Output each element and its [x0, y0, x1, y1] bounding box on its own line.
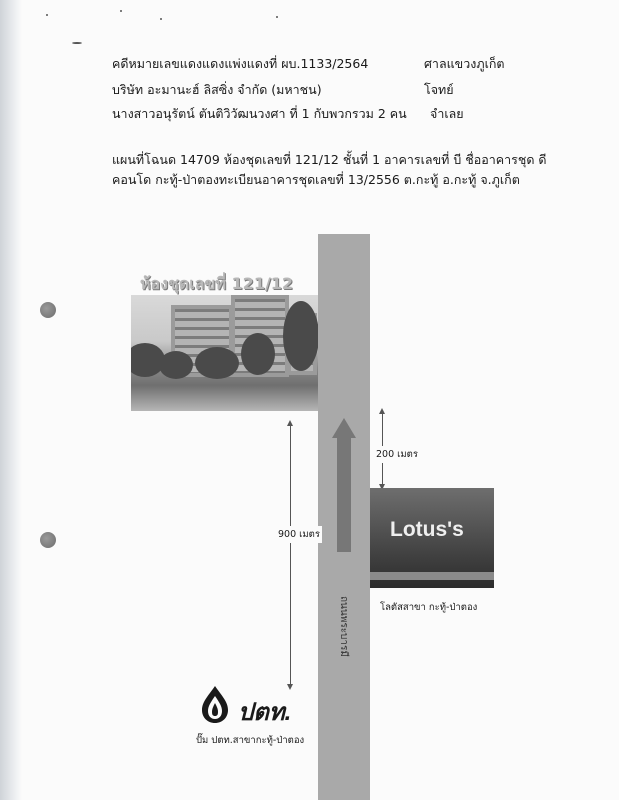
scan-edge	[0, 0, 22, 800]
distance-line-left	[290, 426, 291, 684]
ptt-caption: ปั๊ม ปตท.สาขากะทู้-ป่าตอง	[196, 735, 305, 746]
building-title: ห้องชุดเลขที่ 121/12	[140, 274, 294, 293]
scan-speck	[276, 16, 278, 18]
direction-arrow	[337, 436, 351, 552]
ptt-drop-icon	[198, 684, 232, 724]
ptt-logo: ปตท.	[238, 699, 292, 726]
distance-label-left: 900 เมตร	[276, 526, 322, 543]
scan-speck	[72, 42, 82, 44]
court-name: ศาลแขวงภูเก็ต	[424, 56, 505, 71]
defendant-name: นางสาวอนุรัตน์ ตันติวิวัฒนวงศา ที่ 1 กับพวกรวม 2 คน	[112, 106, 407, 121]
lotus-store-photo	[370, 488, 494, 588]
plaintiff-role: โจทย์	[424, 82, 454, 97]
scan-speck	[160, 18, 162, 20]
plaintiff-name: บริษัท อะมานะฮ์ ลิสซิ่ง จำกัด (มหาชน)	[112, 82, 322, 97]
scan-speck	[46, 14, 48, 16]
property-description-line1: แผนที่โฉนด 14709 ห้องชุดเลขที่ 121/12 ชั้นที่ 1 อาคารเลขที่ บี ชื่ออาคารชุด ดี	[112, 152, 547, 167]
punch-hole	[40, 302, 56, 318]
scan-speck	[120, 10, 122, 12]
distance-label-right: 200 เมตร	[374, 446, 420, 463]
store-caption: โลตัสสาขา กะทู้-ป่าตอง	[380, 602, 478, 613]
distance-marker-bottom	[287, 684, 293, 690]
direction-arrow-head	[332, 418, 356, 438]
punch-hole	[40, 532, 56, 548]
condo-photo	[131, 295, 318, 411]
lotus-logo: Lotus's	[390, 518, 464, 541]
case-number: คดีหมายเลขแดงแดงแพ่งแดงที่ ผบ.1133/2564	[112, 56, 369, 71]
property-description-line2: คอนโด กะทู้-ป่าตองทะเบียนอาคารชุดเลขที่ 13/2556 ต.กะทู้ อ.กะทู้ จ.ภูเก็ต	[112, 172, 520, 187]
road-name: ถนนพระบารมี	[338, 596, 349, 657]
defendant-role: จำเลย	[430, 106, 464, 121]
